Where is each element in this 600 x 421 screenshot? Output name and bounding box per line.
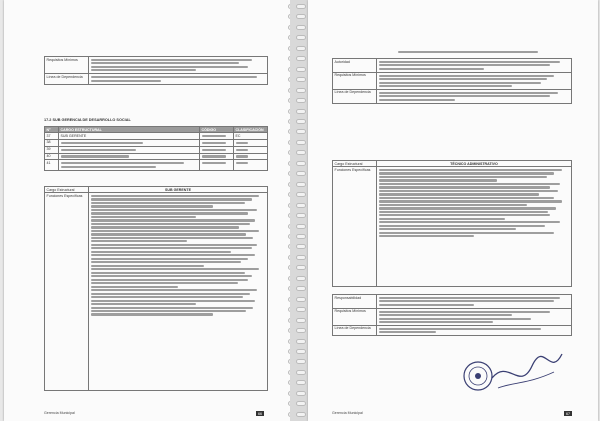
cell xyxy=(234,153,268,160)
footer-text: Gerencia Municipal xyxy=(332,411,363,415)
cargo-label: Cargo Estructural xyxy=(45,187,89,193)
table-row xyxy=(45,133,268,140)
row-content xyxy=(377,72,572,89)
official-seal-and-signature xyxy=(458,348,568,398)
header-cell: CÓDIGO xyxy=(200,127,234,133)
cell: 39 xyxy=(45,146,59,153)
row-label: Línea de Dependencia xyxy=(333,325,377,335)
cell: 37 xyxy=(45,133,59,140)
row-content xyxy=(377,295,572,309)
staff-table xyxy=(44,126,268,171)
table-row xyxy=(45,153,268,160)
cell xyxy=(59,146,200,153)
cell xyxy=(59,160,200,170)
functions-label: Funciones Específicas xyxy=(333,167,377,287)
cell: 38 xyxy=(45,139,59,146)
table-row xyxy=(45,146,268,153)
cargo-value: SUB GERENTE xyxy=(89,187,268,193)
cargo-value: TÉCNICO ADMINISTRATIVO xyxy=(377,161,572,167)
page-number: 66 xyxy=(258,411,262,416)
right-page xyxy=(308,0,598,421)
cell xyxy=(200,160,234,170)
row-label: Línea de Dependencia xyxy=(333,89,377,103)
row-content xyxy=(89,74,268,84)
functions-content xyxy=(377,167,572,287)
left-top-table xyxy=(44,56,268,85)
row-label: Requisitos Mínimos xyxy=(45,57,89,74)
right-top-text xyxy=(398,50,538,55)
cargo-label: Cargo Estructural xyxy=(333,161,377,167)
right-top-table xyxy=(332,58,572,104)
cell xyxy=(59,139,200,146)
cell xyxy=(200,139,234,146)
row-label: Responsabilidad xyxy=(333,295,377,309)
right-bottom-table xyxy=(332,294,572,336)
functions-content xyxy=(89,193,268,391)
header-cell: CLASIFICACIÓN xyxy=(234,127,268,133)
cell xyxy=(234,160,268,170)
left-functions-table xyxy=(44,186,268,391)
row-label: Requisitos Mínimos xyxy=(333,308,377,325)
row-content xyxy=(377,308,572,325)
cell: SUB GERENTE xyxy=(59,133,200,140)
cell xyxy=(200,153,234,160)
right-functions-table xyxy=(332,160,572,287)
section-heading: 17.2 SUB GERENCIA DE DESARROLLO SOCIAL xyxy=(44,118,131,122)
spiral-binding xyxy=(296,4,304,417)
cell: EC xyxy=(234,133,268,140)
cell xyxy=(59,153,200,160)
cell xyxy=(200,133,234,140)
page-number: 67 xyxy=(566,411,570,416)
cell xyxy=(234,139,268,146)
cell: 41 xyxy=(45,160,59,170)
table-row xyxy=(45,160,268,170)
header-cell: N° xyxy=(45,127,59,133)
footer-text: Gerencia Municipal xyxy=(44,411,75,415)
functions-label: Funciones Específicas xyxy=(45,193,89,391)
header-cell: CARGO ESTRUCTURAL xyxy=(59,127,200,133)
row-content xyxy=(89,57,268,74)
row-label: Línea de Dependencia xyxy=(45,74,89,84)
row-label: Autoridad xyxy=(333,59,377,73)
cell: 40 xyxy=(45,153,59,160)
row-content xyxy=(377,89,572,103)
left-page xyxy=(4,0,290,421)
row-content xyxy=(377,325,572,335)
row-content xyxy=(377,59,572,73)
row-label: Requisitos Mínimos xyxy=(333,72,377,89)
cell xyxy=(200,146,234,153)
cell xyxy=(234,146,268,153)
table-row xyxy=(45,139,268,146)
